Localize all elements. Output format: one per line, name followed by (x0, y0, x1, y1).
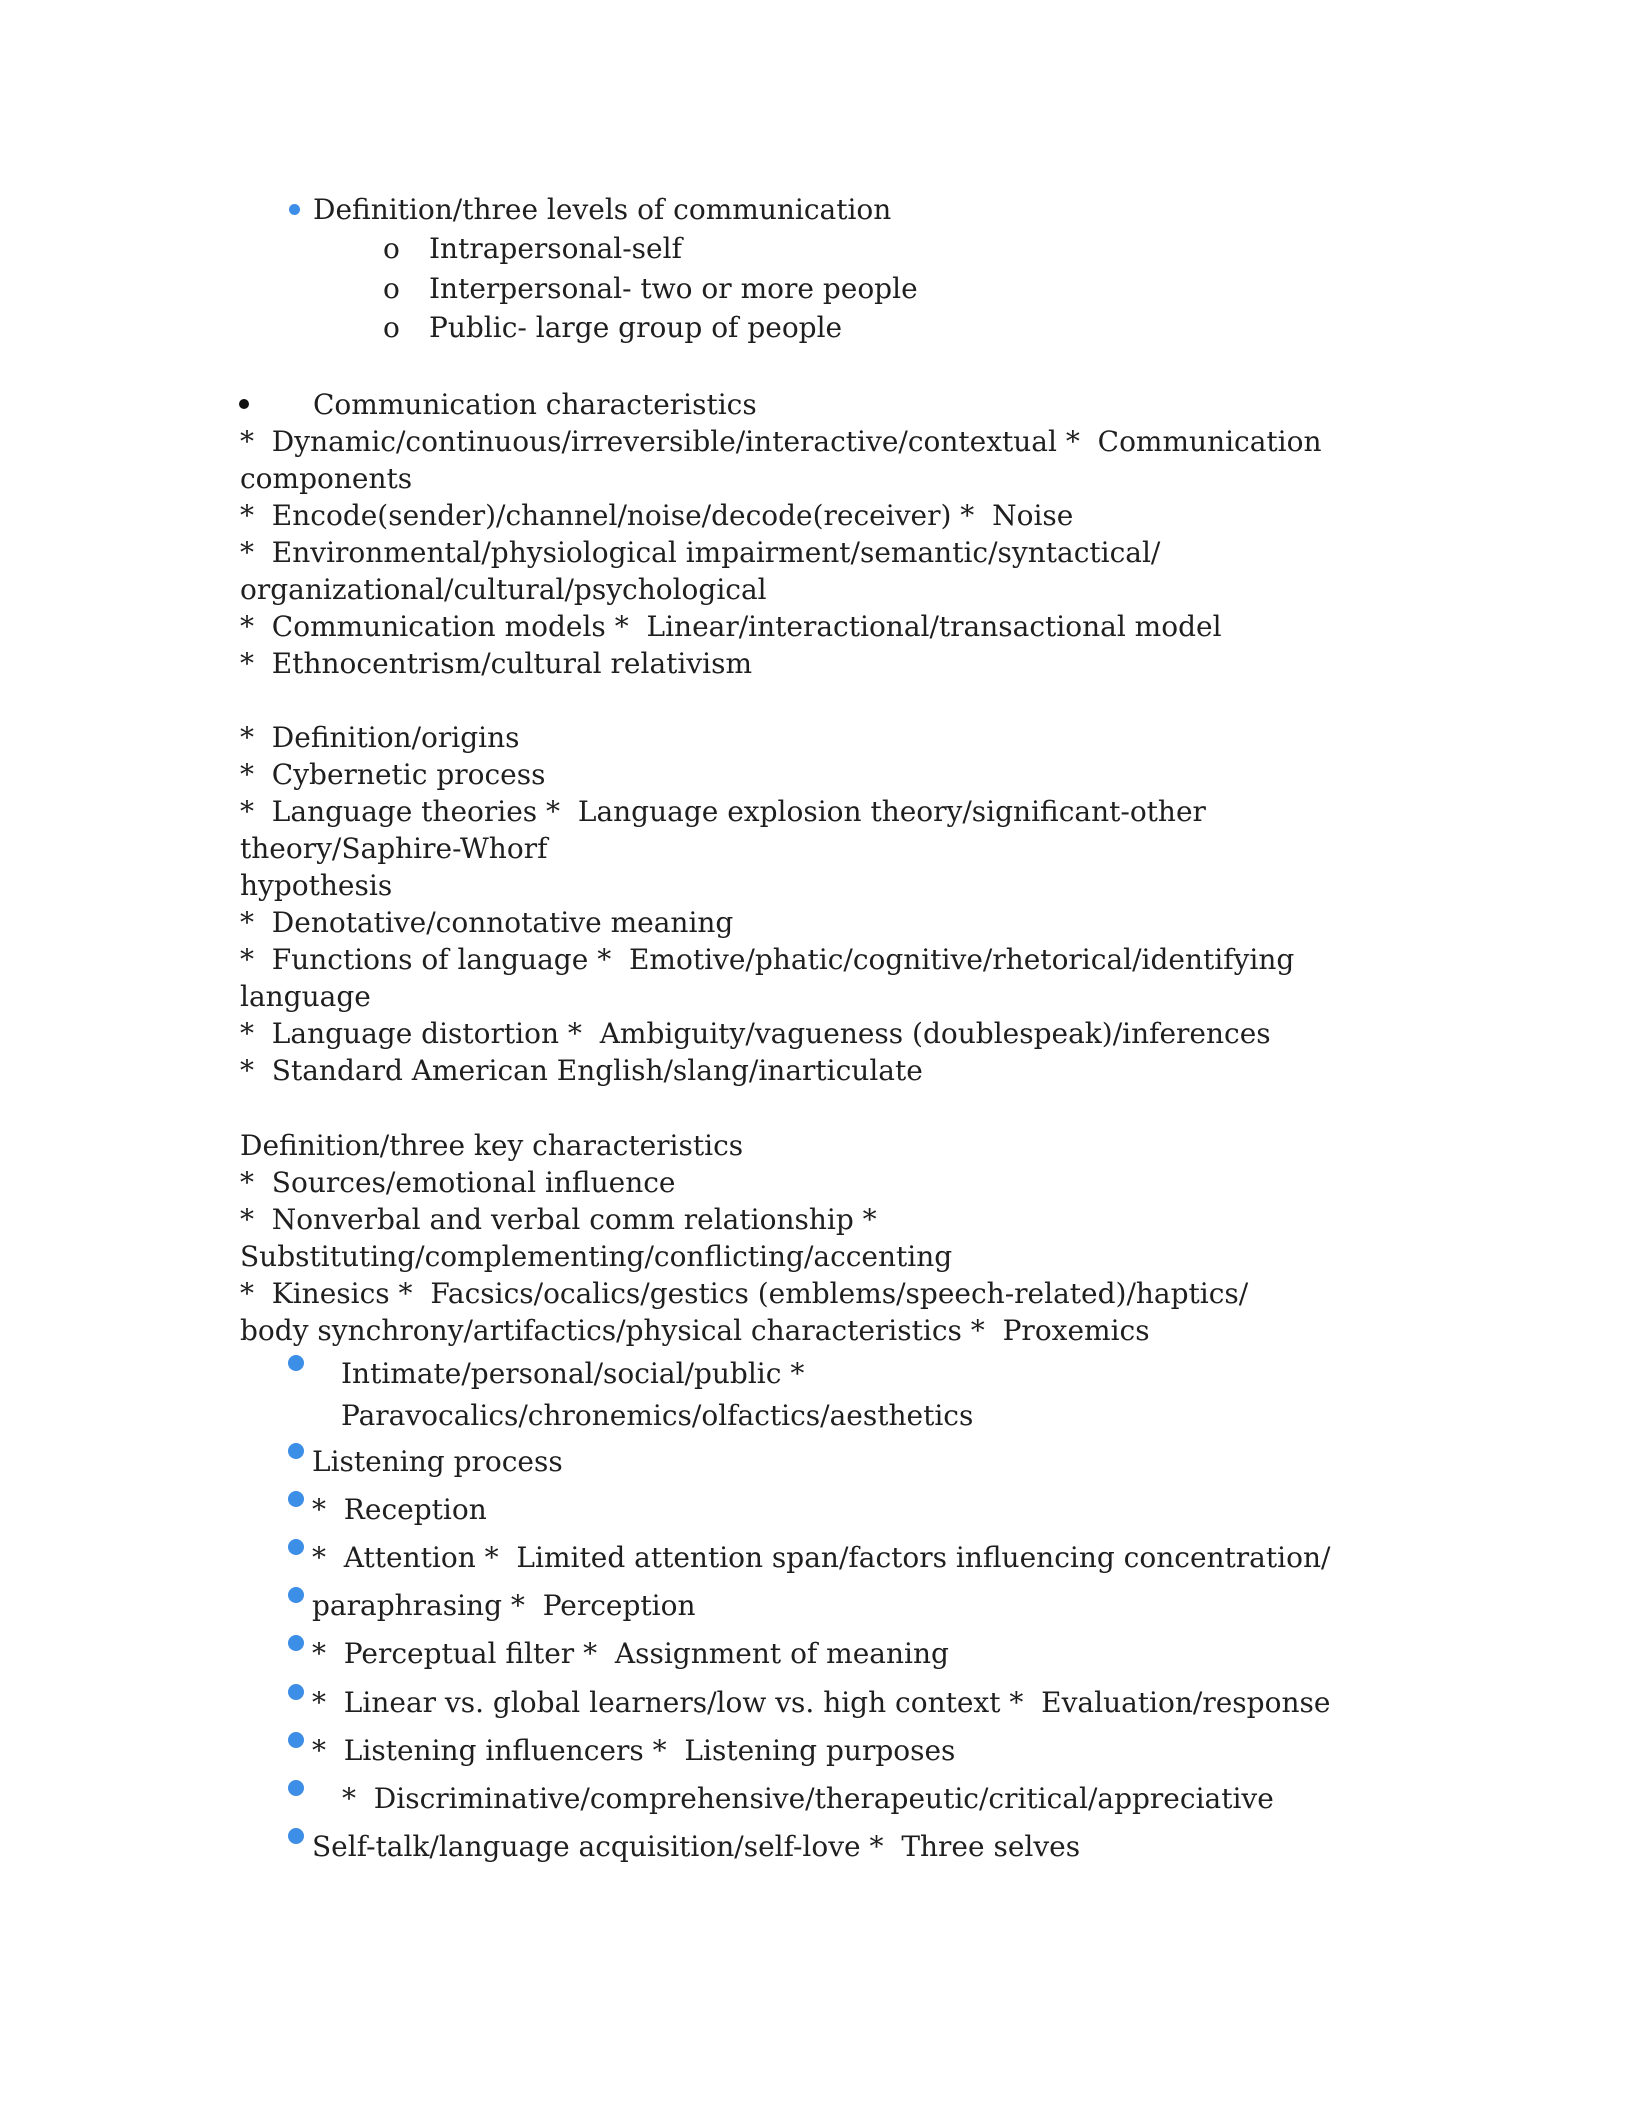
text-line: * Communication models * Linear/interactional/transactional model (240, 610, 1222, 643)
bullet-icon (288, 1491, 304, 1507)
text-line: * Cybernetic process (240, 758, 546, 791)
list-item: * Discriminative/comprehensive/therapeutic/critical/appreciative (342, 1782, 1274, 1815)
text-line: language (240, 980, 371, 1013)
text-line: * Language theories * Language explosion theory/significant-other (240, 795, 1206, 828)
list-item: * Linear vs. global learners/low vs. high context * Evaluation/response (312, 1686, 1331, 1719)
text-line: * Sources/emotional influence (240, 1166, 676, 1199)
text-line: * Definition/origins (240, 721, 520, 754)
list-item: Intimate/personal/social/public * (341, 1357, 805, 1390)
sub-bullet-marker: o (383, 311, 400, 344)
list-item: * Perceptual filter * Assignment of meaning (312, 1637, 949, 1670)
text-line: body synchrony/artifactics/physical characteristics * Proxemics (240, 1314, 1150, 1347)
bullet-icon (288, 1780, 304, 1796)
bullet-icon (288, 1635, 304, 1651)
section2-heading: Communication characteristics (313, 388, 757, 421)
text-line: Substituting/complementing/conflicting/accenting (240, 1240, 953, 1273)
text-line: * Environmental/physiological impairment/semantic/syntactical/ (240, 536, 1161, 569)
text-line: * Standard American English/slang/inarticulate (240, 1054, 923, 1087)
text-line: * Encode(sender)/channel/noise/decode(receiver) * Noise (240, 499, 1074, 532)
list-item: paraphrasing * Perception (312, 1589, 696, 1622)
bullet-icon (288, 1732, 304, 1748)
bullet-icon (288, 1828, 304, 1844)
bullet-icon (288, 1684, 304, 1700)
bullet-icon (288, 1539, 304, 1555)
bullet-icon (289, 204, 300, 215)
list-item: Listening process (312, 1445, 563, 1478)
bullet-icon (288, 1587, 304, 1603)
level-item: Intrapersonal-self (429, 232, 682, 265)
section1-heading: Definition/three levels of communication (313, 193, 892, 226)
text-line: organizational/cultural/psychological (240, 573, 767, 606)
level-item: Public- large group of people (429, 311, 843, 344)
bullet-icon (288, 1355, 304, 1371)
sub-bullet-marker: o (383, 272, 400, 305)
list-item: Self-talk/language acquisition/self-love * Three selves (312, 1830, 1081, 1863)
list-item: * Attention * Limited attention span/factors influencing concentration/ (312, 1541, 1331, 1574)
text-line: hypothesis (240, 869, 393, 902)
list-item: * Reception (312, 1493, 487, 1526)
text-line: Definition/three key characteristics (240, 1129, 744, 1162)
bullet-icon (239, 399, 249, 409)
text-line: * Language distortion * Ambiguity/vagueness (doublespeak)/inferences (240, 1017, 1271, 1050)
text-line: * Dynamic/continuous/irreversible/interactive/contextual * Communication (240, 425, 1322, 458)
sub-bullet-marker: o (383, 232, 400, 265)
text-line: * Nonverbal and verbal comm relationship * (240, 1203, 877, 1236)
text-line: * Denotative/connotative meaning (240, 906, 734, 939)
text-line: * Functions of language * Emotive/phatic/cognitive/rhetorical/identifying (240, 943, 1295, 976)
list-item: * Listening influencers * Listening purposes (312, 1734, 956, 1767)
text-line: * Kinesics * Facsics/ocalics/gestics (emblems/speech-related)/haptics/ (240, 1277, 1249, 1310)
list-item: Paravocalics/chronemics/olfactics/aesthetics (341, 1399, 974, 1432)
text-line: theory/Saphire-Whorf (240, 832, 548, 865)
level-item: Interpersonal- two or more people (429, 272, 918, 305)
text-line: components (240, 462, 413, 495)
text-line: * Ethnocentrism/cultural relativism (240, 647, 753, 680)
bullet-icon (288, 1443, 304, 1459)
